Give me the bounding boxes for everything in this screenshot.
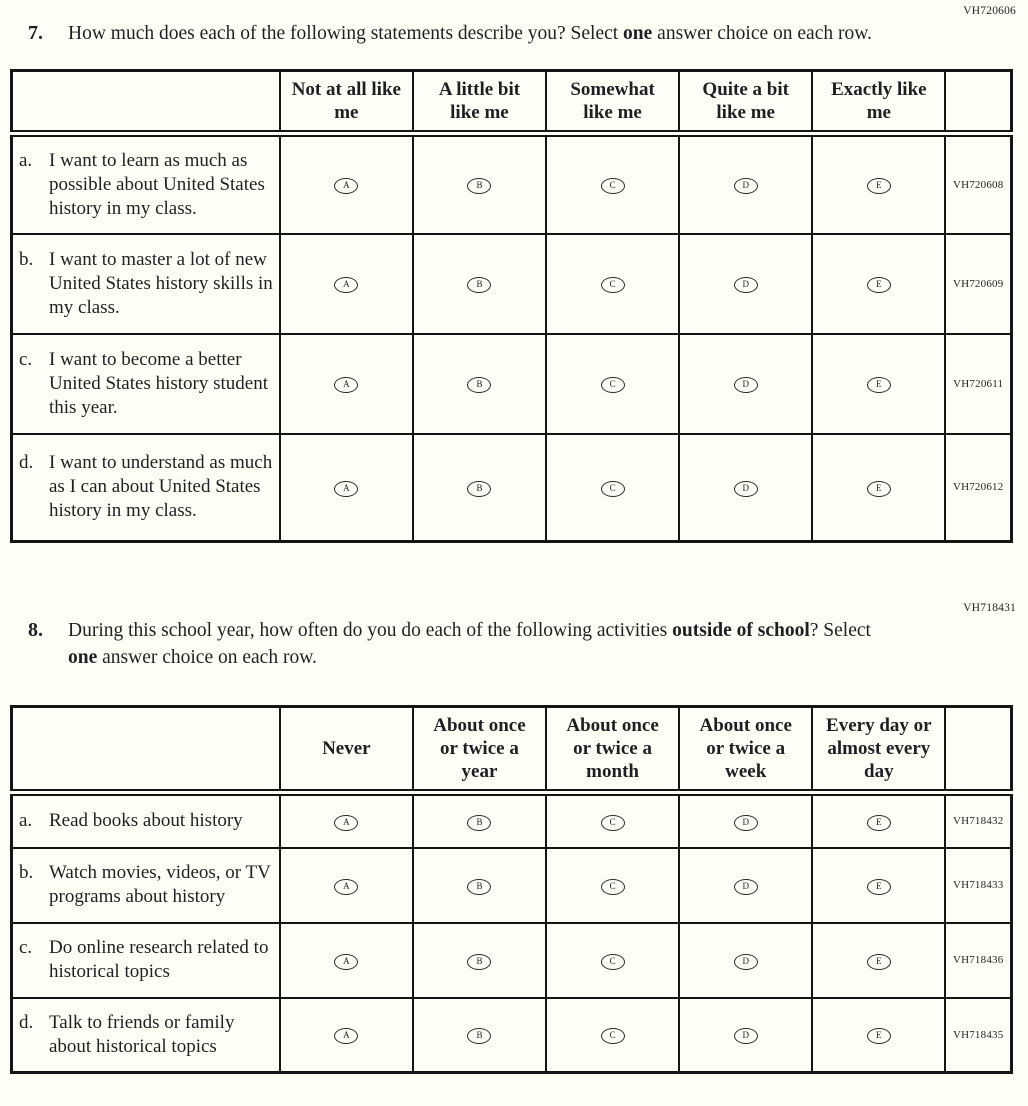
table-row bbox=[12, 234, 1012, 334]
row-item-code: VH720609 bbox=[945, 234, 1011, 334]
table-row bbox=[12, 334, 1012, 434]
row-item-code: VH720608 bbox=[945, 134, 1011, 234]
row-item-code: VH718433 bbox=[945, 848, 1011, 923]
answer-bubble-a[interactable]: A bbox=[334, 815, 358, 831]
answer-bubble-b[interactable]: B bbox=[467, 377, 491, 393]
table-row bbox=[12, 793, 1012, 848]
answer-bubble-d[interactable]: D bbox=[734, 954, 758, 970]
question7-text-bold: one bbox=[623, 23, 653, 44]
question8-text bbox=[68, 617, 902, 671]
answer-bubble-b[interactable]: B bbox=[467, 879, 491, 895]
table-row bbox=[12, 848, 1012, 923]
answer-bubble-a[interactable]: A bbox=[334, 1028, 358, 1044]
question8-number: 8. bbox=[28, 619, 43, 641]
question7-text bbox=[68, 20, 902, 47]
answer-bubble-e[interactable]: E bbox=[867, 481, 891, 497]
q7-header-code-empty bbox=[945, 71, 1011, 134]
row-item-code: VH720611 bbox=[945, 334, 1011, 434]
row-letter: a. bbox=[19, 810, 33, 832]
answer-bubble-a[interactable]: A bbox=[334, 879, 358, 895]
q8-header-code-empty bbox=[945, 707, 1011, 793]
answer-bubble-d[interactable]: D bbox=[734, 178, 758, 194]
row-item-code: VH718436 bbox=[945, 923, 1011, 998]
answer-bubble-c[interactable]: C bbox=[601, 879, 625, 895]
row-statement: Read books about history bbox=[49, 810, 243, 832]
table-row bbox=[12, 923, 1012, 998]
row-statement: Watch movies, videos, or TV programs about history bbox=[49, 862, 271, 907]
table-row bbox=[12, 998, 1012, 1073]
row-statement: I want to become a better United States history student this year. bbox=[49, 348, 269, 418]
question7-text-part: answer choice on each row. bbox=[652, 23, 872, 44]
q7-header-quite-a-bit: Quite a bit like me bbox=[679, 71, 812, 134]
answer-bubble-a[interactable]: A bbox=[334, 954, 358, 970]
q7-header-empty bbox=[12, 71, 280, 134]
q8-header-never: Never bbox=[280, 707, 413, 793]
answer-bubble-c[interactable]: C bbox=[601, 815, 625, 831]
q8-response-table bbox=[10, 705, 1013, 1074]
answer-bubble-e[interactable]: E bbox=[867, 954, 891, 970]
question7-prompt bbox=[28, 20, 1028, 47]
answer-bubble-b[interactable]: B bbox=[467, 815, 491, 831]
row-item-code: VH720612 bbox=[945, 434, 1011, 542]
answer-bubble-c[interactable]: C bbox=[601, 1028, 625, 1044]
row-letter: b. bbox=[19, 248, 34, 270]
question7-item-code: VH720606 bbox=[963, 5, 1016, 17]
q8-header-empty bbox=[12, 707, 280, 793]
q7-header-a-little-bit: A little bit like me bbox=[413, 71, 546, 134]
answer-bubble-b[interactable]: B bbox=[467, 1028, 491, 1044]
q7-header-exactly-like: Exactly like me bbox=[812, 71, 945, 134]
answer-bubble-c[interactable]: C bbox=[601, 178, 625, 194]
q7-response-table bbox=[10, 69, 1013, 543]
row-statement: Talk to friends or family about historical topics bbox=[49, 1011, 235, 1057]
answer-bubble-a[interactable]: A bbox=[334, 178, 358, 194]
question8-prompt bbox=[28, 617, 1028, 671]
row-statement: I want to learn as much as possible about United States history in my class. bbox=[49, 149, 265, 219]
answer-bubble-d[interactable]: D bbox=[734, 277, 758, 293]
answer-bubble-b[interactable]: B bbox=[467, 481, 491, 497]
answer-bubble-b[interactable]: B bbox=[467, 954, 491, 970]
answer-bubble-a[interactable]: A bbox=[334, 277, 358, 293]
question8-text-part: answer choice on each row. bbox=[97, 647, 317, 668]
q8-header-once-twice-week: About once or twice a week bbox=[679, 707, 812, 793]
question8-item-code: VH718431 bbox=[963, 602, 1016, 614]
question8-text-bold: outside of school bbox=[672, 620, 810, 641]
answer-bubble-d[interactable]: D bbox=[734, 1028, 758, 1044]
row-letter: a. bbox=[19, 149, 33, 171]
answer-bubble-e[interactable]: E bbox=[867, 879, 891, 895]
row-statement: I want to master a lot of new United States history skills in my class. bbox=[49, 248, 273, 318]
row-item-code: VH718432 bbox=[945, 793, 1011, 848]
answer-bubble-d[interactable]: D bbox=[734, 879, 758, 895]
answer-bubble-a[interactable]: A bbox=[334, 481, 358, 497]
q7-header-row bbox=[12, 71, 1012, 134]
table-row bbox=[12, 434, 1012, 542]
question8-text-part: ? Select bbox=[809, 620, 871, 641]
question7-text-part: How much does each of the following statements describe you? Select bbox=[68, 23, 624, 44]
row-letter: c. bbox=[19, 348, 33, 370]
answer-bubble-c[interactable]: C bbox=[601, 377, 625, 393]
answer-bubble-d[interactable]: D bbox=[734, 481, 758, 497]
answer-bubble-a[interactable]: A bbox=[334, 377, 358, 393]
q8-header-once-twice-month: About once or twice a month bbox=[546, 707, 679, 793]
answer-bubble-e[interactable]: E bbox=[867, 277, 891, 293]
answer-bubble-e[interactable]: E bbox=[867, 1028, 891, 1044]
q7-header-not-at-all: Not at all like me bbox=[280, 71, 413, 134]
answer-bubble-e[interactable]: E bbox=[867, 815, 891, 831]
question7-number: 7. bbox=[28, 22, 43, 44]
answer-bubble-b[interactable]: B bbox=[467, 178, 491, 194]
row-letter: c. bbox=[19, 937, 33, 958]
q8-header-once-twice-year: About once or twice a year bbox=[413, 707, 546, 793]
row-statement: Do online research related to historical topics bbox=[49, 937, 269, 982]
row-letter: d. bbox=[19, 452, 34, 474]
answer-bubble-e[interactable]: E bbox=[867, 178, 891, 194]
table-row bbox=[12, 134, 1012, 234]
q7-header-somewhat: Somewhat like me bbox=[546, 71, 679, 134]
row-statement: I want to understand as much as I can about United States history in my class. bbox=[49, 452, 273, 522]
q8-header-row bbox=[12, 707, 1012, 793]
answer-bubble-c[interactable]: C bbox=[601, 481, 625, 497]
question8-text-part: During this school year, how often do you do each of the following activities bbox=[68, 620, 673, 641]
row-letter: b. bbox=[19, 862, 34, 883]
row-item-code: VH718435 bbox=[945, 998, 1011, 1073]
answer-bubble-d[interactable]: D bbox=[734, 815, 758, 831]
row-letter: d. bbox=[19, 1011, 34, 1033]
question8-text-bold: one bbox=[68, 647, 98, 668]
answer-bubble-e[interactable]: E bbox=[867, 377, 891, 393]
q8-header-every-day: Every day or almost every day bbox=[812, 707, 945, 793]
answer-bubble-c[interactable]: C bbox=[601, 954, 625, 970]
answer-bubble-c[interactable]: C bbox=[601, 277, 625, 293]
answer-bubble-b[interactable]: B bbox=[467, 277, 491, 293]
answer-bubble-d[interactable]: D bbox=[734, 377, 758, 393]
